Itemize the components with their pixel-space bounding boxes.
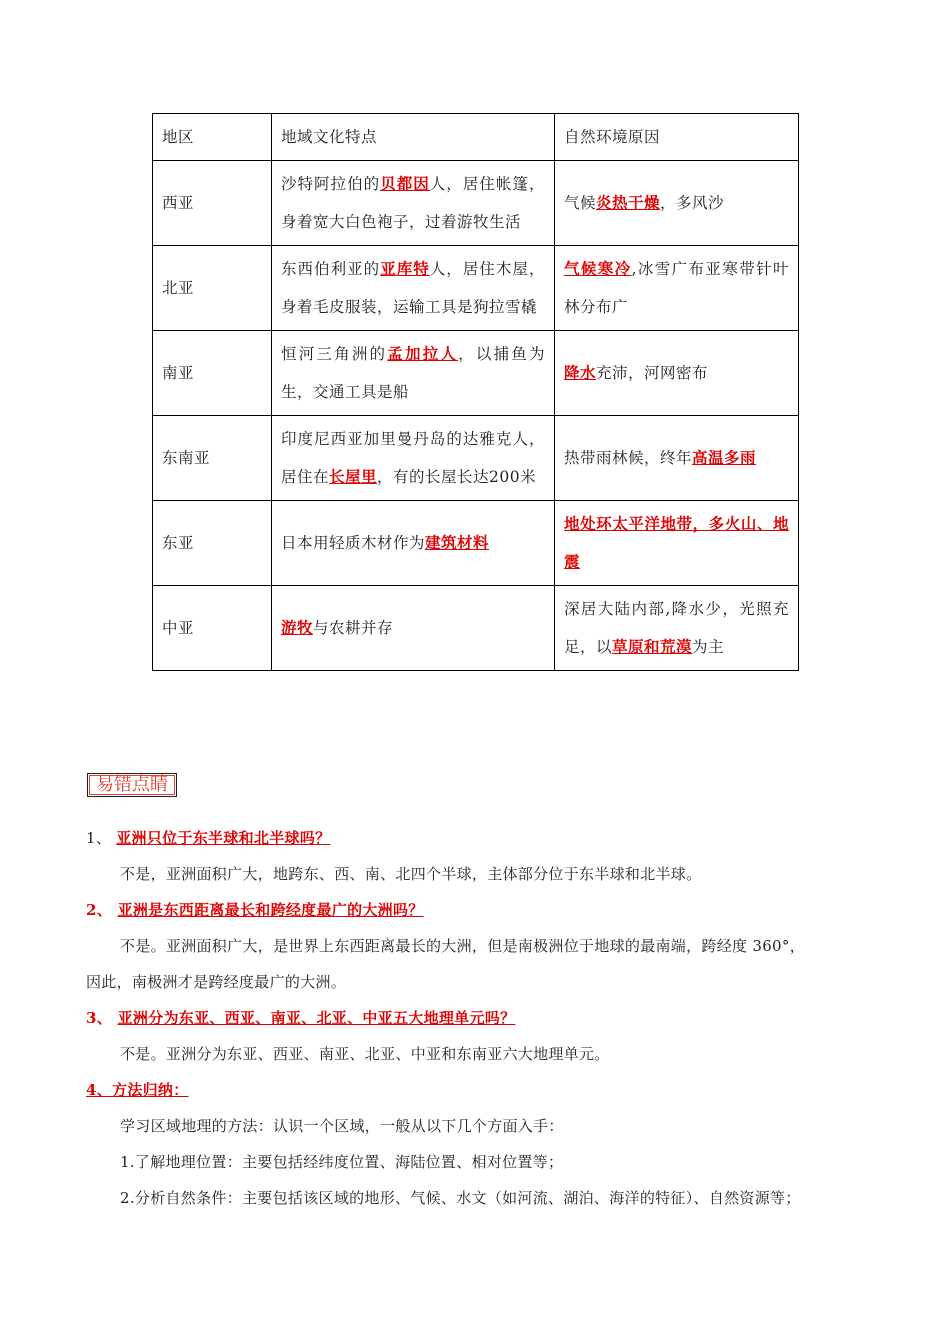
section-tag: 易错点睛 <box>87 773 177 797</box>
text-segment: 印度尼西亚加里曼丹岛的达雅克人，居住在 <box>281 430 545 486</box>
cell-region: 东南亚 <box>153 416 272 501</box>
table-row <box>153 161 799 246</box>
header-nature: 自然环境原因 <box>555 114 799 161</box>
cell-region: 北亚 <box>153 246 272 331</box>
question-number: 2、 <box>86 901 113 919</box>
cell-region: 西亚 <box>153 161 272 246</box>
question-3 <box>86 1000 871 1036</box>
highlight-term: 游牧 <box>281 618 314 637</box>
header-region: 地区 <box>153 114 272 161</box>
cell-region: 中亚 <box>153 586 272 671</box>
text-segment: ，多风沙 <box>660 194 725 212</box>
highlight-term: 建筑材料 <box>425 533 490 552</box>
question-1 <box>86 820 871 856</box>
text-segment: 人，居住帐篷，身着宽大白色袍子，过着游牧生活 <box>281 175 545 231</box>
text-segment: 为主 <box>692 638 725 656</box>
cell-nature <box>555 161 799 246</box>
text-segment: 恒河三角洲的 <box>281 345 388 363</box>
cell-nature <box>555 501 799 586</box>
cell-culture <box>272 331 555 416</box>
region-culture-table <box>152 113 799 671</box>
question-2 <box>86 892 871 928</box>
text-segment: ,冰雪广布亚寒带针叶林分布广 <box>564 260 789 316</box>
highlight-term: 贝都因 <box>380 174 430 193</box>
highlight-term: 亚库特 <box>380 259 430 278</box>
highlight-term: 草原和荒漠 <box>612 637 693 656</box>
answer-1: 不是，亚洲面积广大，地跨东、西、南、北四个半球，主体部分位于东半球和北半球。 <box>120 865 702 883</box>
table-header-row <box>153 114 799 161</box>
text-segment: 日本用轻质木材作为 <box>281 534 426 552</box>
text-segment: 充沛，河网密布 <box>596 364 709 382</box>
text-segment: 热带雨林候，终年 <box>564 449 693 467</box>
highlight-term: 炎热干燥 <box>596 193 661 212</box>
cell-nature <box>555 416 799 501</box>
text-segment: 东西伯利亚的 <box>281 260 381 278</box>
method-intro: 学习区域地理的方法：认识一个区域，一般从以下几个方面入手： <box>120 1117 564 1135</box>
table-row <box>153 501 799 586</box>
text-segment: 深居大陆内部,降水少，光照充足，以 <box>564 600 789 656</box>
cell-culture <box>272 586 555 671</box>
cell-culture <box>272 161 555 246</box>
method-step-1: 1.了解地理位置：主要包括经纬度位置、海陆位置、相对位置等； <box>120 1153 564 1171</box>
cell-nature <box>555 331 799 416</box>
question-number: 3、 <box>86 1009 113 1027</box>
text-segment: 与农耕并存 <box>313 619 394 637</box>
text-segment: 气候 <box>564 194 597 212</box>
cell-region: 南亚 <box>153 331 272 416</box>
cell-culture <box>272 501 555 586</box>
table-row <box>153 331 799 416</box>
question-text: 亚洲是东西距离最长和跨经度最广的大洲吗？ <box>117 901 424 919</box>
question-text: 亚洲分为东亚、西亚、南亚、北亚、中亚五大地理单元吗？ <box>117 1009 516 1027</box>
highlight-term: 地处环太平洋地带，多火山、地震 <box>564 514 789 571</box>
text-segment: ，有的长屋长达200米 <box>377 468 537 486</box>
highlight-term: 长屋里 <box>329 467 378 486</box>
method-step-2: 2.分析自然条件：主要包括该区域的地形、气候、水文（如河流、湖泊、海洋的特征）、自然资源等； <box>120 1189 801 1207</box>
cell-nature <box>555 586 799 671</box>
method-heading: 4、方法归纳： <box>86 1081 189 1099</box>
cell-region: 东亚 <box>153 501 272 586</box>
question-number: 1、 <box>86 829 112 847</box>
highlight-term: 降水 <box>564 363 597 382</box>
text-segment: 人，居住木屋，身着毛皮服装，运输工具是狗拉雪橇 <box>281 260 545 316</box>
highlight-term: 孟加拉人 <box>387 344 459 363</box>
text-segment: 沙特阿拉伯的 <box>281 175 381 193</box>
question-text: 亚洲只位于东半球和北半球吗？ <box>116 829 331 847</box>
highlight-term: 高温多雨 <box>692 448 757 467</box>
header-culture: 地域文化特点 <box>272 114 555 161</box>
highlight-term: 气候寒冷 <box>564 259 632 278</box>
answer-3: 不是。亚洲分为东亚、西亚、南亚、北亚、中亚和东南亚六大地理单元。 <box>120 1045 610 1063</box>
table-row <box>153 246 799 331</box>
answer-2: 不是。亚洲面积广大，是世界上东西距离最长的大洲，但是南极洲位于地球的最南端，跨经度 360°， <box>120 937 806 955</box>
answer-2-continued: 因此，南极洲才是跨经度最广的大洲。 <box>86 973 347 991</box>
table-row <box>153 416 799 501</box>
cell-culture <box>272 246 555 331</box>
cell-culture <box>272 416 555 501</box>
table-row <box>153 586 799 671</box>
text-segment: ，以捕鱼为生，交通工具是船 <box>281 345 545 401</box>
cell-nature <box>555 246 799 331</box>
qa-section <box>86 820 871 1216</box>
